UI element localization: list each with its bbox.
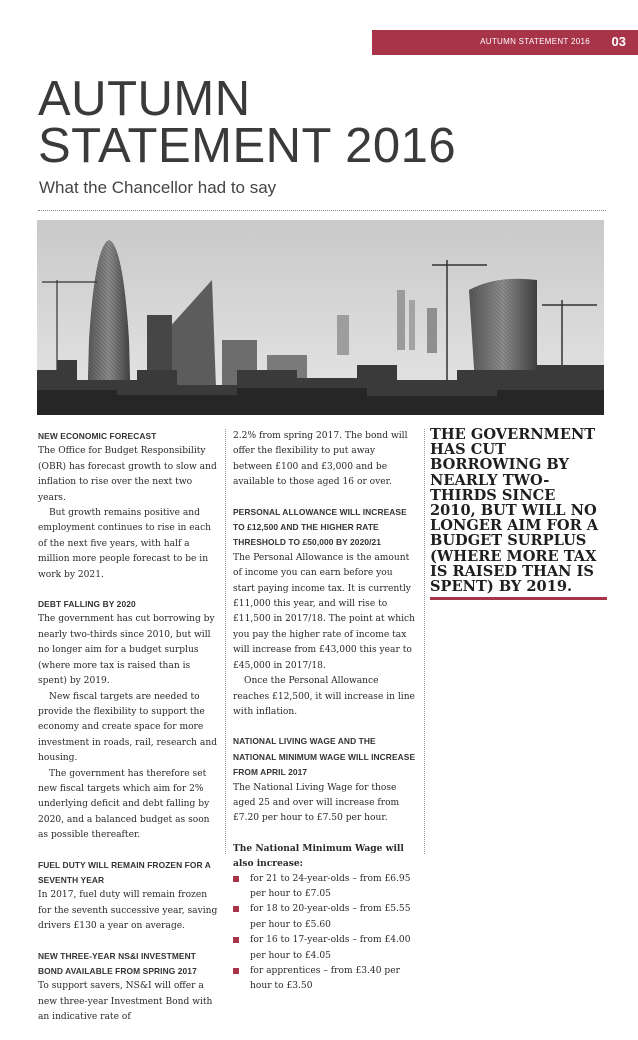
section-minimum-wage (233, 841, 417, 995)
section-fuel-duty (38, 858, 220, 935)
page-subtitle: What the Chancellor had to say (39, 178, 277, 197)
london-skyline-photo (37, 220, 604, 415)
title-line-2: STATEMENT 2016 (38, 119, 457, 173)
page-number: 03 (611, 34, 626, 49)
section-debt-falling (38, 597, 220, 844)
page-title (38, 72, 457, 173)
paragraph: New fiscal targets are needed to provide the flexibility to support the economy and create space for more investment in roads, rail, research and housing. (38, 691, 218, 764)
wage-list (233, 872, 417, 995)
section-heading: NATIONAL LIVING WAGE AND THE NATIONAL MINIMUM WAGE WILL INCREASE FROM APRIL 2017 (233, 736, 416, 778)
bullet-square-icon (233, 968, 239, 974)
bullet-square-icon (233, 876, 239, 882)
dotted-divider (38, 210, 606, 211)
section-nsi-bond-cont (233, 429, 417, 491)
section-economic-forecast (38, 429, 220, 583)
section-nsi-bond (38, 949, 220, 1026)
article-column-2 (233, 429, 417, 1009)
list-item: for apprentices – from £3.40 per hour to £3.50 (233, 964, 417, 995)
section-heading: NEW THREE-YEAR NS&I INVESTMENT BOND AVAILABLE FROM SPRING 2017 (38, 950, 197, 976)
header-label: AUTUMN STATEMENT 2016 (480, 37, 590, 46)
paragraph: To support savers, NS&I will offer a new three-year Investment Bond with an indicative rate of (38, 981, 213, 1023)
paragraph: The National Living Wage for those aged 25 and over will increase from £7.20 per hour to £7.50 per hour. (233, 782, 400, 824)
paragraph: In 2017, fuel duty will remain frozen for the seventh successive year, saving drivers £130 a year on average. (38, 890, 218, 932)
section-heading: DEBT FALLING BY 2020 (38, 599, 136, 610)
paragraph: But growth remains positive and employment continues to rise in each of the next five years, with half a million more people forecast to be in work by 2021. (38, 508, 212, 580)
pull-quote: THE GOVERNMENT HAS CUT BORROWING BY NEARLY TWO-THIRDS SINCE 2010, BUT WILL NO LONGER AIM FOR A BUDGET SURPLUS (WHERE MORE TAX IS RAISED THAN IS SPENT) BY 2019. (430, 426, 599, 596)
bullet-square-icon (233, 906, 239, 912)
list-item: for 21 to 24-year-olds – from £6.95 per hour to £7.05 (233, 872, 417, 903)
subheading: The National Minimum Wage will also increase: (233, 842, 404, 870)
section-living-wage (233, 734, 417, 826)
column-divider (225, 429, 226, 854)
section-heading: FUEL DUTY WILL REMAIN FROZEN FOR A SEVENTH YEAR (38, 859, 211, 885)
paragraph: The government has therefore set new fiscal targets which aim for 2% underlying deficit and debt falling by 2020, and a balanced budget as soon as possible thereafter. (38, 768, 210, 841)
header-bar (372, 30, 638, 55)
pull-quote-rule (430, 597, 607, 600)
column-divider (424, 429, 425, 854)
section-heading: NEW ECONOMIC FORECAST (38, 431, 157, 441)
paragraph: The Office for Budget Responsibility (OBR) has forecast growth to slow and inflation to rise over the next two years. (38, 446, 217, 503)
list-item: for 18 to 20-year-olds – from £5.55 per hour to £5.60 (233, 902, 417, 933)
paragraph: Once the Personal Allowance reaches £12,500, it will increase in line with inflation. (233, 676, 415, 717)
paragraph: The Personal Allowance is the amount of income you can earn before you start paying income tax. It is currently £11,000 this year, and will rise to £11,500 in 2017/18. The point at which you pay the higher rate of income tax will increase from £43,000 this year to £45,000 in 2017/18. (233, 552, 415, 671)
paragraph: The government has cut borrowing by nearly two-thirds since 2010, but will no longer aim for a budget surplus (where more tax is raised than is spent) by 2019. (38, 614, 215, 687)
section-heading: PERSONAL ALLOWANCE WILL INCREASE TO £12,500 AND THE HIGHER RATE THRESHOLD TO £50,000 BY 2020/21 (233, 506, 407, 548)
title-line-1: AUTUMN (38, 72, 251, 126)
paragraph: 2.2% from spring 2017. The bond will offer the flexibility to put away between £100 and £3,000 and be available to those aged 16 or over. (233, 431, 408, 488)
article-column-1 (38, 429, 220, 1040)
section-personal-allowance (233, 505, 417, 721)
bullet-square-icon (233, 937, 239, 943)
list-item: for 16 to 17-year-olds – from £4.00 per hour to £4.05 (233, 933, 417, 964)
